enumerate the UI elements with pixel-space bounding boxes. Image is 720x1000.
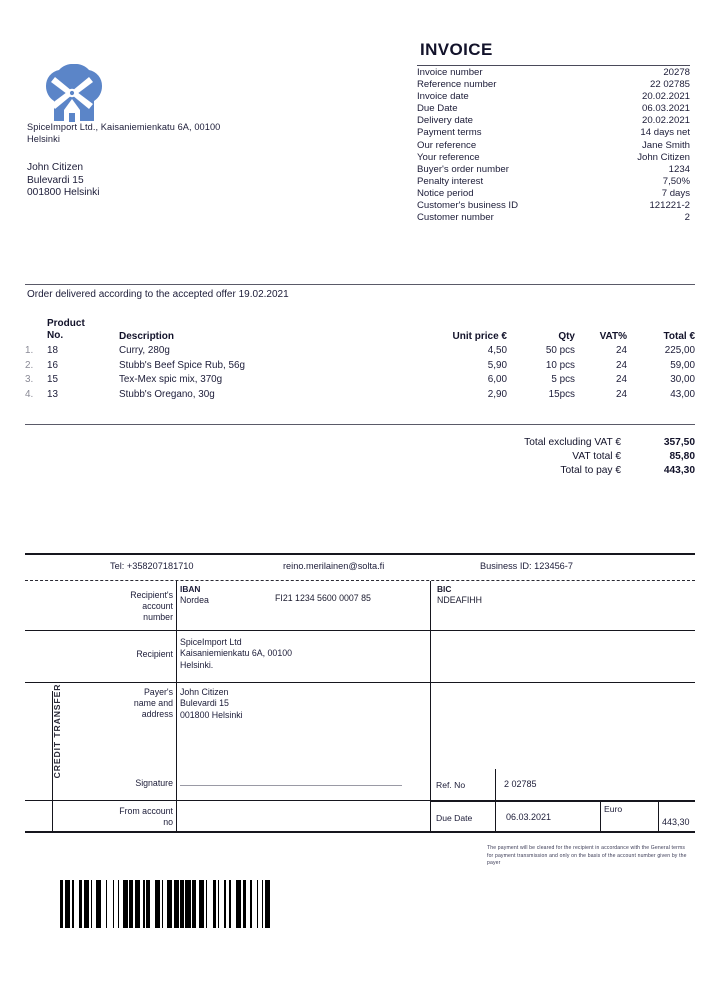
row-index: 3. — [25, 374, 34, 386]
cell-divider — [658, 801, 659, 833]
meta-row — [417, 140, 690, 152]
order-note-divider — [25, 284, 695, 285]
slip-payer-row — [25, 683, 695, 769]
row-vat: 24 — [616, 388, 627, 400]
recipient-account-label-line3: number — [143, 612, 173, 622]
ref-no-label: Ref. No — [436, 780, 466, 790]
contact-telephone: Tel: +358207181710 — [110, 561, 194, 571]
table-row — [25, 359, 695, 374]
signature-line[interactable] — [180, 785, 402, 786]
row-total: 59,00 — [670, 359, 695, 371]
cell-divider — [430, 581, 431, 631]
total-row — [430, 450, 695, 464]
meta-value: 14 days net — [640, 127, 690, 139]
row-product-no: 16 — [47, 359, 58, 371]
payer-label-line1: Payer's — [143, 687, 173, 697]
meta-value: 22 02785 — [649, 79, 690, 91]
recipient-details — [180, 637, 292, 671]
row-description: Stubb's Beef Spice Rub, 56g — [119, 359, 245, 371]
total-value: 85,80 — [669, 451, 695, 463]
total-row — [430, 464, 695, 478]
row-unit-price: 6,00 — [487, 374, 507, 386]
row-vat: 24 — [616, 345, 627, 356]
col-unit-price: Unit price € — [452, 331, 507, 342]
meta-label: Your reference — [417, 151, 480, 163]
recipient-line-2: Kaisaniemienkatu 6A, 00100 — [180, 648, 292, 659]
meta-label: Invoice date — [417, 91, 469, 103]
col-product-no — [47, 318, 119, 344]
slip-top-divider — [25, 553, 695, 555]
row-qty: 15pcs — [548, 388, 575, 400]
row-qty: 50 pcs — [545, 345, 575, 356]
from-account-label-line2: no — [163, 817, 173, 827]
iban-cell — [180, 584, 209, 607]
due-date-label: Due Date — [436, 813, 473, 823]
row-index: 2. — [25, 359, 34, 371]
windmill-logo — [26, 64, 118, 124]
col-qty: Qty — [558, 331, 575, 342]
recipient-account-label-line1: Recipient's — [130, 590, 173, 600]
col-total: Total € — [663, 331, 695, 342]
order-note: Order delivered according to the accepted offer 19.02.2021 — [27, 289, 289, 300]
total-label: Total excluding VAT € — [524, 437, 621, 448]
col-product-no-line1: Product — [47, 318, 85, 329]
total-value: 443,30 — [663, 465, 695, 477]
row-qty: 5 pcs — [551, 374, 575, 386]
payer-line-2: Bulevardi 15 — [180, 698, 229, 709]
cell-divider — [176, 769, 177, 801]
row-description: Tex-Mex spic mix, 370g — [119, 374, 223, 386]
col-product-no-line2: No. — [47, 330, 64, 341]
meta-label: Customer's business ID — [417, 200, 519, 212]
total-value: 357,50 — [663, 437, 695, 448]
cell-divider — [430, 631, 431, 683]
meta-value: 1234 — [668, 163, 690, 175]
payer-label-line2: name and — [133, 698, 173, 708]
meta-value: 121221-2 — [649, 200, 690, 212]
row-total: 43,00 — [670, 388, 695, 400]
payer-line-3: 001800 Helsinki — [180, 709, 243, 720]
cell-divider — [176, 631, 177, 683]
total-label: VAT total € — [572, 451, 621, 463]
from-account-label-line1: From account — [119, 806, 173, 816]
meta-row — [417, 200, 690, 212]
slip-reference-box — [430, 769, 695, 833]
recipient-line-3: Helsinki. — [180, 659, 214, 670]
cell-divider — [430, 801, 695, 802]
currency-label: Euro — [604, 804, 623, 814]
signature-label: Signature — [135, 778, 173, 788]
bank-name: Nordea — [180, 595, 209, 606]
row-product-no: 13 — [47, 388, 58, 400]
payer-line-1: John Citizen — [180, 687, 229, 697]
total-row — [430, 436, 695, 450]
bill-to-city: 001800 Helsinki — [27, 187, 100, 199]
meta-label: Delivery date — [417, 115, 473, 127]
ref-no-value: 2 02785 — [504, 779, 537, 789]
row-unit-price: 4,50 — [487, 345, 507, 356]
barcode-bar — [265, 880, 270, 928]
credit-transfer-label: CREDIT TRANSFER — [52, 683, 62, 779]
payer-label-line3: address — [141, 709, 173, 719]
recipient-account-label-line2: account — [142, 601, 173, 611]
table-row — [25, 373, 695, 388]
meta-row — [417, 164, 690, 176]
row-description: Stubb's Oregano, 30g — [119, 388, 215, 400]
meta-label: Invoice number — [417, 67, 483, 78]
meta-label: Buyer's order number — [417, 163, 509, 175]
sender-line-1: SpiceImport Ltd., Kaisaniemienkatu 6A, 00100 — [27, 122, 221, 132]
row-unit-price: 5,90 — [487, 359, 507, 371]
row-product-no: 18 — [47, 345, 58, 356]
meta-value: 20.02.2021 — [641, 115, 690, 127]
meta-value: Jane Smith — [642, 139, 690, 151]
meta-row — [417, 67, 690, 79]
meta-value: 2 — [684, 212, 690, 224]
row-qty: 10 pcs — [545, 359, 575, 371]
table-header-row — [25, 318, 695, 344]
cell-divider — [176, 683, 177, 769]
row-description: Curry, 280g — [119, 345, 170, 356]
meta-label: Due Date — [417, 103, 458, 115]
slip-recipient-row — [25, 631, 695, 683]
meta-row — [417, 188, 690, 200]
row-vat: 24 — [616, 359, 627, 371]
row-vat: 24 — [616, 374, 627, 386]
slip-contact-row — [25, 559, 695, 577]
meta-row — [417, 91, 690, 103]
totals-divider — [25, 424, 695, 425]
payer-label — [85, 687, 173, 720]
due-date-value: 06.03.2021 — [506, 812, 552, 822]
recipient-label: Recipient — [136, 649, 173, 659]
line-items-table — [25, 318, 695, 402]
payment-fineprint: The payment will be cleared for the recipient in accordance with the General terms for payment transmission and only on the basis of the account number given by the payer — [487, 845, 687, 867]
recipient-account-label — [85, 590, 173, 623]
meta-row — [417, 127, 690, 139]
bic-value: NDEAFIHH — [437, 595, 482, 606]
contact-email: reino.merilainen@solta.fi — [283, 561, 385, 571]
iban-number: FI21 1234 5600 0007 85 — [275, 593, 371, 603]
sender-address — [27, 122, 317, 145]
from-account-label — [85, 806, 173, 828]
meta-row — [417, 152, 690, 164]
row-index: 1. — [25, 345, 34, 356]
contact-business-id: Business ID: 123456-7 — [480, 561, 573, 571]
col-description: Description — [119, 331, 175, 342]
meta-row — [417, 115, 690, 127]
bic-header: BIC — [437, 584, 452, 594]
row-total: 30,00 — [670, 374, 695, 386]
meta-value: 20278 — [663, 67, 690, 78]
meta-label: Customer number — [417, 212, 494, 224]
meta-label: Reference number — [417, 79, 497, 91]
meta-value: 7,50% — [662, 175, 690, 187]
payer-details — [180, 687, 243, 721]
total-label: Total to pay € — [560, 465, 621, 477]
iban-header: IBAN — [180, 584, 201, 594]
cell-divider — [430, 683, 431, 769]
bic-cell — [437, 584, 482, 607]
meta-row — [417, 103, 690, 115]
bill-to-address — [27, 162, 317, 200]
totals-block — [430, 436, 695, 479]
cell-divider — [176, 581, 177, 631]
table-row — [25, 388, 695, 403]
meta-label: Notice period — [417, 187, 474, 199]
col-index — [25, 318, 47, 344]
meta-value: 20.02.2021 — [641, 91, 690, 103]
sender-line-2: Helsinki — [27, 133, 60, 144]
row-total: 225,00 — [664, 345, 695, 356]
bill-to-name: John Citizen — [27, 162, 84, 173]
payment-slip — [25, 581, 695, 833]
bill-to-street: Bulevardi 15 — [27, 174, 84, 186]
invoice-meta-table — [417, 65, 690, 224]
meta-label: Payment terms — [417, 127, 482, 139]
table-row — [25, 344, 695, 359]
meta-row — [417, 176, 690, 188]
recipient-line-1: SpiceImport Ltd — [180, 637, 242, 647]
meta-value: 06.03.2021 — [641, 103, 690, 115]
meta-row — [417, 79, 690, 91]
page-title: INVOICE — [420, 40, 493, 59]
meta-row — [417, 212, 690, 224]
slip-account-row — [25, 581, 695, 631]
meta-label: Our reference — [417, 139, 477, 151]
row-unit-price: 2,90 — [487, 388, 507, 400]
col-vat: VAT% — [599, 331, 627, 342]
amount-value: 443,30 — [662, 817, 690, 827]
row-product-no: 15 — [47, 374, 58, 386]
row-index: 4. — [25, 388, 34, 400]
payment-barcode — [60, 880, 270, 928]
meta-value: 7 days — [661, 187, 690, 199]
meta-value: John Citizen — [637, 151, 690, 163]
cell-divider — [176, 801, 177, 833]
cell-divider — [600, 801, 601, 833]
meta-label: Penalty interest — [417, 175, 484, 187]
